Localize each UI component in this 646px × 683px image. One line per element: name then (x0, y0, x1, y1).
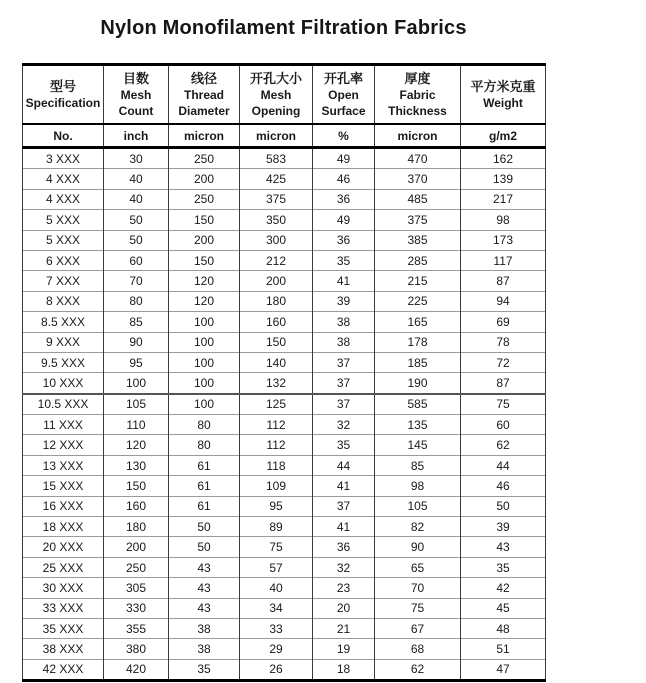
table-cell: 46 (461, 476, 546, 496)
table-cell: 5 XXX (23, 210, 104, 230)
table-cell: 35 XXX (23, 618, 104, 638)
table-cell: 160 (240, 312, 313, 332)
table-cell: 250 (104, 557, 169, 577)
table-cell: 95 (104, 352, 169, 372)
table-cell: 89 (240, 517, 313, 537)
table-cell: 16 XXX (23, 496, 104, 516)
table-cell: 34 (240, 598, 313, 618)
units-row (23, 124, 546, 148)
table-cell: 47 (461, 659, 546, 680)
table-cell: 4 XXX (23, 169, 104, 189)
unit-fabric-thickness: micron (375, 124, 461, 148)
table-row (23, 271, 546, 291)
table-cell: 45 (461, 598, 546, 618)
table-cell: 173 (461, 230, 546, 250)
table-cell: 23 (313, 578, 375, 598)
table-cell: 10.5 XXX (23, 394, 104, 415)
table-cell: 130 (104, 455, 169, 475)
table-cell: 200 (169, 169, 240, 189)
table-cell: 67 (375, 618, 461, 638)
table-cell: 18 XXX (23, 517, 104, 537)
table-cell: 72 (461, 352, 546, 372)
unit-mesh-count: inch (104, 124, 169, 148)
table-cell: 145 (375, 435, 461, 455)
table-cell: 330 (104, 598, 169, 618)
table-cell: 37 (313, 352, 375, 372)
table-cell: 50 (461, 496, 546, 516)
unit-weight: g/m2 (461, 124, 546, 148)
table-cell: 38 XXX (23, 639, 104, 659)
table-cell: 8 XXX (23, 291, 104, 311)
col-header-thread-diameter-en2: Diameter (178, 104, 230, 118)
table-cell: 36 (313, 189, 375, 209)
table-cell: 100 (169, 373, 240, 394)
table-cell: 100 (169, 332, 240, 352)
table-cell: 200 (104, 537, 169, 557)
table-cell: 57 (240, 557, 313, 577)
filtration-fabrics-table (22, 63, 546, 682)
table-cell: 36 (313, 230, 375, 250)
table-cell: 132 (240, 373, 313, 394)
table-cell: 385 (375, 230, 461, 250)
table-cell: 585 (375, 394, 461, 415)
unit-thread-diameter: micron (169, 124, 240, 148)
table-cell: 150 (169, 250, 240, 270)
table-cell: 25 XXX (23, 557, 104, 577)
table-cell: 70 (375, 578, 461, 598)
table-cell: 380 (104, 639, 169, 659)
table-body (23, 148, 546, 681)
table-cell: 42 XXX (23, 659, 104, 680)
table-row (23, 476, 546, 496)
table-cell: 150 (169, 210, 240, 230)
table-cell: 61 (169, 496, 240, 516)
col-header-specification-en: Specification (25, 96, 101, 110)
col-header-mesh-count-cn: 目数 (122, 71, 149, 86)
col-header-specification (23, 65, 104, 125)
table-cell: 217 (461, 189, 546, 209)
unit-mesh-opening: micron (240, 124, 313, 148)
table-row (23, 394, 546, 415)
table-cell: 6 XXX (23, 250, 104, 270)
table-cell: 98 (461, 210, 546, 230)
table-cell: 100 (169, 352, 240, 372)
table-cell: 112 (240, 415, 313, 435)
col-header-weight (461, 65, 546, 125)
table-cell: 68 (375, 639, 461, 659)
table-row (23, 435, 546, 455)
table-cell: 42 (461, 578, 546, 598)
table-cell: 118 (240, 455, 313, 475)
col-header-mesh-count (104, 65, 169, 125)
table-cell: 150 (240, 332, 313, 352)
table-cell: 105 (375, 496, 461, 516)
table-cell: 355 (104, 618, 169, 638)
table-cell: 185 (375, 352, 461, 372)
col-header-fabric-thickness-en: Fabric (399, 88, 436, 102)
unit-open-surface: % (313, 124, 375, 148)
table-cell: 470 (375, 148, 461, 169)
table-cell: 12 XXX (23, 435, 104, 455)
table-cell: 33 (240, 618, 313, 638)
table-cell: 135 (375, 415, 461, 435)
table-cell: 9.5 XXX (23, 352, 104, 372)
table-cell: 120 (169, 291, 240, 311)
table-cell: 39 (461, 517, 546, 537)
table-cell: 32 (313, 415, 375, 435)
table-cell: 8.5 XXX (23, 312, 104, 332)
table-cell: 200 (169, 230, 240, 250)
table-cell: 33 XXX (23, 598, 104, 618)
table-cell: 5 XXX (23, 230, 104, 250)
col-header-thread-diameter-cn: 线径 (190, 71, 217, 86)
col-header-fabric-thickness (375, 65, 461, 125)
table-cell: 40 (240, 578, 313, 598)
table-cell: 41 (313, 271, 375, 291)
table-cell: 117 (461, 250, 546, 270)
table-cell: 180 (104, 517, 169, 537)
table-cell: 60 (104, 250, 169, 270)
table-cell: 109 (240, 476, 313, 496)
table-cell: 32 (313, 557, 375, 577)
table-cell: 50 (169, 517, 240, 537)
table-cell: 43 (461, 537, 546, 557)
table-cell: 212 (240, 250, 313, 270)
table-cell: 61 (169, 455, 240, 475)
table-cell: 178 (375, 332, 461, 352)
table-cell: 37 (313, 394, 375, 415)
table-cell: 35 (313, 435, 375, 455)
table-cell: 95 (240, 496, 313, 516)
table-row (23, 291, 546, 311)
col-header-mesh-count-en2: Count (118, 104, 154, 118)
table-cell: 35 (313, 250, 375, 270)
table-cell: 65 (375, 557, 461, 577)
table-cell: 78 (461, 332, 546, 352)
table-cell: 44 (313, 455, 375, 475)
unit-specification: No. (23, 124, 104, 148)
table-cell: 300 (240, 230, 313, 250)
table-cell: 3 XXX (23, 148, 104, 169)
table-cell: 250 (169, 189, 240, 209)
table-cell: 70 (104, 271, 169, 291)
col-header-mesh-opening-en: Mesh (260, 88, 292, 102)
table-row (23, 455, 546, 475)
table-cell: 250 (169, 148, 240, 169)
table-row (23, 148, 546, 169)
col-header-specification-cn: 型号 (49, 79, 76, 94)
table-row (23, 598, 546, 618)
table-cell: 75 (240, 537, 313, 557)
table-cell: 82 (375, 517, 461, 537)
table-row (23, 169, 546, 189)
table-row (23, 312, 546, 332)
table-cell: 90 (104, 332, 169, 352)
table-cell: 80 (104, 291, 169, 311)
table-cell: 87 (461, 373, 546, 394)
table-cell: 100 (104, 373, 169, 394)
col-header-weight-en: Weight (483, 96, 523, 110)
table-cell: 61 (169, 476, 240, 496)
table-row (23, 618, 546, 638)
table-cell: 38 (313, 312, 375, 332)
table-cell: 350 (240, 210, 313, 230)
table-cell: 35 (169, 659, 240, 680)
table-cell: 38 (169, 639, 240, 659)
table-cell: 75 (461, 394, 546, 415)
table-cell: 120 (104, 435, 169, 455)
table-cell: 43 (169, 578, 240, 598)
table-cell: 49 (313, 148, 375, 169)
col-header-mesh-opening-en2: Opening (251, 104, 301, 118)
table-row (23, 496, 546, 516)
table-cell: 41 (313, 517, 375, 537)
table-cell: 583 (240, 148, 313, 169)
table-cell: 105 (104, 394, 169, 415)
table-cell: 100 (169, 312, 240, 332)
table-cell: 165 (375, 312, 461, 332)
table-row (23, 230, 546, 250)
table-cell: 112 (240, 435, 313, 455)
table-cell: 370 (375, 169, 461, 189)
table-cell: 110 (104, 415, 169, 435)
table-cell: 180 (240, 291, 313, 311)
table-cell: 98 (375, 476, 461, 496)
table-row (23, 537, 546, 557)
table-cell: 11 XXX (23, 415, 104, 435)
table-cell: 90 (375, 537, 461, 557)
table-cell: 285 (375, 250, 461, 270)
table-cell: 62 (375, 659, 461, 680)
table-cell: 41 (313, 476, 375, 496)
table-cell: 50 (104, 210, 169, 230)
table-cell: 36 (313, 537, 375, 557)
table-row (23, 352, 546, 372)
table-cell: 39 (313, 291, 375, 311)
table-cell: 215 (375, 271, 461, 291)
table-cell: 29 (240, 639, 313, 659)
table-cell: 94 (461, 291, 546, 311)
col-header-open-surface (313, 65, 375, 125)
col-header-thread-diameter-en: Thread (183, 88, 224, 102)
table-cell: 225 (375, 291, 461, 311)
table-row (23, 415, 546, 435)
table-cell: 200 (240, 271, 313, 291)
table-row (23, 659, 546, 680)
table-cell: 85 (104, 312, 169, 332)
table-cell: 140 (240, 352, 313, 372)
table-cell: 7 XXX (23, 271, 104, 291)
table-cell: 30 XXX (23, 578, 104, 598)
table-row (23, 250, 546, 270)
table-row (23, 578, 546, 598)
table-cell: 15 XXX (23, 476, 104, 496)
table-cell: 305 (104, 578, 169, 598)
table-cell: 4 XXX (23, 189, 104, 209)
table-cell: 425 (240, 169, 313, 189)
table-cell: 48 (461, 618, 546, 638)
table-cell: 21 (313, 618, 375, 638)
table-row (23, 639, 546, 659)
table-cell: 60 (461, 415, 546, 435)
table-cell: 38 (313, 332, 375, 352)
table-cell: 46 (313, 169, 375, 189)
col-header-thread-diameter (169, 65, 240, 125)
table-cell: 375 (375, 210, 461, 230)
table-cell: 190 (375, 373, 461, 394)
table-cell: 50 (104, 230, 169, 250)
table-cell: 43 (169, 557, 240, 577)
col-header-open-surface-en: Open (328, 88, 359, 102)
table-cell: 30 (104, 148, 169, 169)
table-cell: 20 (313, 598, 375, 618)
table-cell: 69 (461, 312, 546, 332)
table-cell: 10 XXX (23, 373, 104, 394)
table-cell: 40 (104, 169, 169, 189)
table-cell: 120 (169, 271, 240, 291)
table-cell: 43 (169, 598, 240, 618)
col-header-open-surface-cn: 开孔率 (323, 71, 363, 86)
table-cell: 18 (313, 659, 375, 680)
table-cell: 49 (313, 210, 375, 230)
table-cell: 139 (461, 169, 546, 189)
col-header-fabric-thickness-en2: Thickness (388, 104, 447, 118)
table-row (23, 517, 546, 537)
table-cell: 19 (313, 639, 375, 659)
table-cell: 150 (104, 476, 169, 496)
table-cell: 20 XXX (23, 537, 104, 557)
table-row (23, 210, 546, 230)
table-row (23, 189, 546, 209)
col-header-mesh-opening-cn: 开孔大小 (249, 71, 302, 86)
table-cell: 485 (375, 189, 461, 209)
col-header-fabric-thickness-cn: 厚度 (404, 71, 431, 86)
table-cell: 162 (461, 148, 546, 169)
table-cell: 125 (240, 394, 313, 415)
table-cell: 9 XXX (23, 332, 104, 352)
table-cell: 26 (240, 659, 313, 680)
col-header-open-surface-en2: Surface (321, 104, 366, 118)
page-title: Nylon Monofilament Filtration Fabrics (100, 17, 467, 39)
table-row (23, 373, 546, 394)
col-header-mesh-opening (240, 65, 313, 125)
table-row (23, 332, 546, 352)
table-cell: 44 (461, 455, 546, 475)
table-cell: 13 XXX (23, 455, 104, 475)
col-header-mesh-count-en: Mesh (120, 88, 152, 102)
table-cell: 80 (169, 435, 240, 455)
table-cell: 35 (461, 557, 546, 577)
table-cell: 100 (169, 394, 240, 415)
table-cell: 160 (104, 496, 169, 516)
table-cell: 80 (169, 415, 240, 435)
table-cell: 87 (461, 271, 546, 291)
table-cell: 37 (313, 373, 375, 394)
table-cell: 37 (313, 496, 375, 516)
table-cell: 50 (169, 537, 240, 557)
table-cell: 85 (375, 455, 461, 475)
col-header-weight-cn: 平方米克重 (470, 79, 536, 94)
header-row (23, 65, 546, 125)
table-cell: 375 (240, 189, 313, 209)
table-cell: 420 (104, 659, 169, 680)
table-cell: 62 (461, 435, 546, 455)
table-cell: 75 (375, 598, 461, 618)
table-cell: 51 (461, 639, 546, 659)
table-row (23, 557, 546, 577)
table-cell: 40 (104, 189, 169, 209)
table-cell: 38 (169, 618, 240, 638)
